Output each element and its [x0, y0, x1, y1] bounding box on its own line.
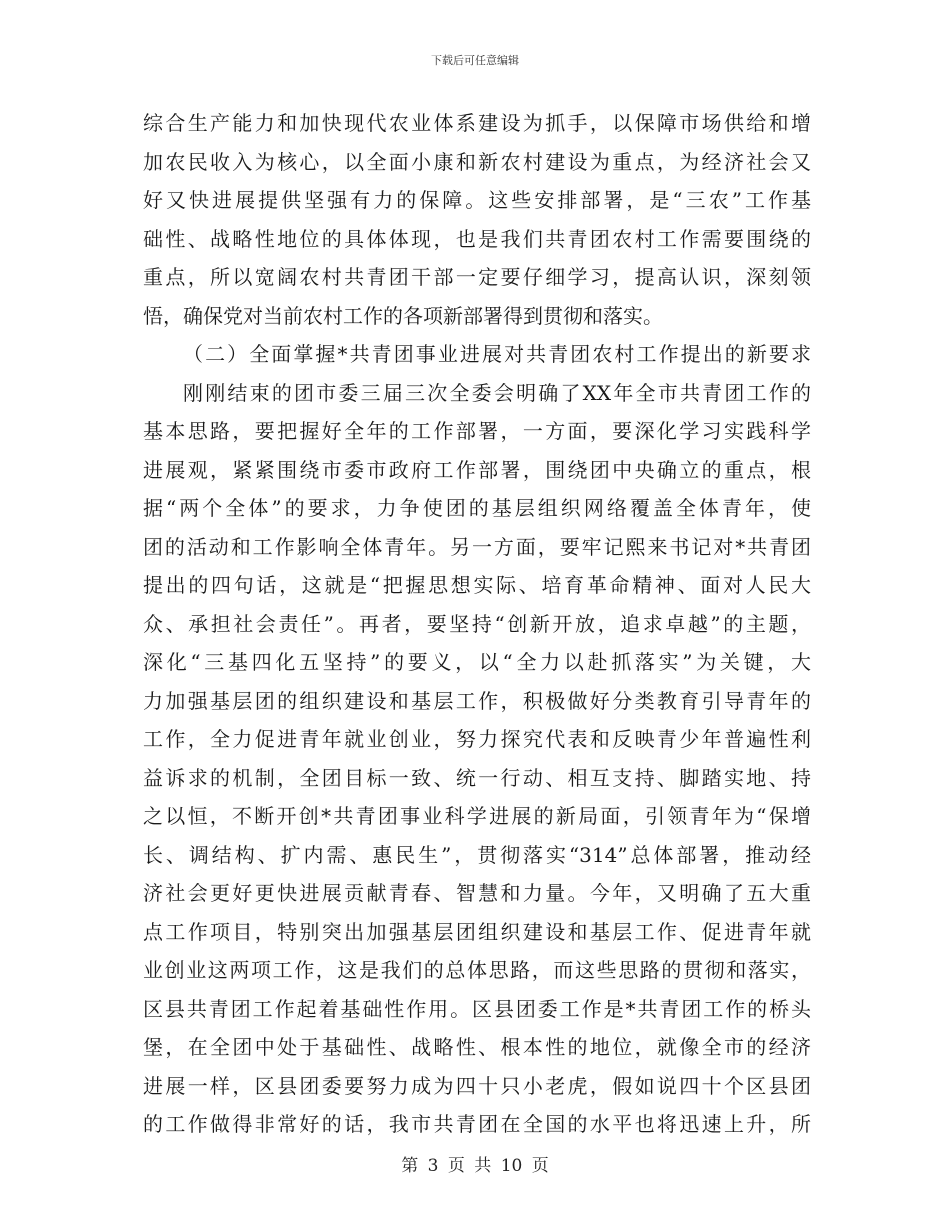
- body-line: 加农民收入为核心，以全面小康和新农村建设为重点，为经济社会又: [143, 149, 811, 174]
- body-line: 之以恒，不断开创*共青团事业科学进展的新局面，引领青年为“保增: [143, 804, 811, 828]
- body-line: 益诉求的机制，全团目标一致、统一行动、相互支持、脚踏实地、持: [143, 765, 811, 790]
- body-line: 的工作做得非常好的话，我市共青团在全国的水平也将迅速上升，所: [143, 1112, 811, 1136]
- section-heading: （二）全面掌握*共青团事业进展对共青团农村工作提出的新要求: [183, 342, 811, 366]
- body-line: 力加强基层团的组织建设和基层工作，积极做好分类教育引导青年的: [143, 688, 811, 713]
- body-line: 区县共青团工作起着基础性作用。区县团委工作是*共青团工作的桥头: [143, 996, 811, 1021]
- body-line: 悟，确保党对当前农村工作的各项新部署得到贯彻和落实。: [143, 303, 663, 328]
- body-line: 基本思路，要把握好全年的工作部署，一方面，要深化学习实践科学: [143, 419, 811, 443]
- body-line: 堡，在全团中处于基础性、战略性、根本性的地位，就像全市的经济: [143, 1035, 811, 1059]
- body-line: 综合生产能力和加快现代农业体系建设为抓手，以保障市场供给和增: [143, 111, 811, 135]
- body-line: 点工作项目，特别突出加强基层团组织建设和基层工作、促进青年就: [143, 919, 811, 944]
- body-line: 众、承担社会责任”。再者，要坚持“创新开放，追求卓越”的主题，: [143, 611, 811, 636]
- body-line: 据“两个全体”的要求，力争使团的基层组织网络覆盖全体青年，使: [143, 496, 811, 520]
- body-line: 重点，所以宽阔农村共青团干部一定要仔细学习，提高认识，深刻领: [143, 265, 811, 289]
- body-line: 业创业这两项工作，这是我们的总体思路，而这些思路的贯彻和落实，: [143, 958, 811, 982]
- page-number: 第 3 页 共 10 页: [401, 1156, 549, 1176]
- body-line: 工作，全力促进青年就业创业，努力探究代表和反映青少年普遍性利: [143, 727, 811, 751]
- body-line: 提出的四句话，这就是“把握思想实际、培育革命精神、面对人民大: [143, 573, 811, 597]
- body-line: 刚刚结束的团市委三届三次全委会明确了XX年全市共青团工作的: [183, 380, 811, 405]
- document-body: [143, 104, 811, 1144]
- body-line: 进展观，紧紧围绕市委市政府工作部署，围绕团中央确立的重点，根: [143, 457, 811, 482]
- body-line: 深化“三基四化五坚持”的要义，以“全力以赴抓落实”为关键，大: [143, 650, 811, 674]
- body-line: 础性、战略性地位的具体体现，也是我们共青团农村工作需要围绕的: [143, 226, 811, 251]
- body-line: 济社会更好更快进展贡献青春、智慧和力量。今年，又明确了五大重: [143, 881, 811, 905]
- body-line: 好又快进展提供坚强有力的保障。这些安排部署，是“三农”工作基: [143, 188, 811, 212]
- body-line: 长、调结构、扩内需、惠民生”，贯彻落实“314”总体部署，推动经: [143, 842, 811, 867]
- page-header-note: 下载后可任意编辑: [431, 54, 519, 67]
- body-line: 进展一样，区县团委要努力成为四十只小老虎，假如说四十个区县团: [143, 1073, 811, 1098]
- body-line: 团的活动和工作影响全体青年。另一方面，要牢记熙来书记对*共青团: [143, 534, 811, 559]
